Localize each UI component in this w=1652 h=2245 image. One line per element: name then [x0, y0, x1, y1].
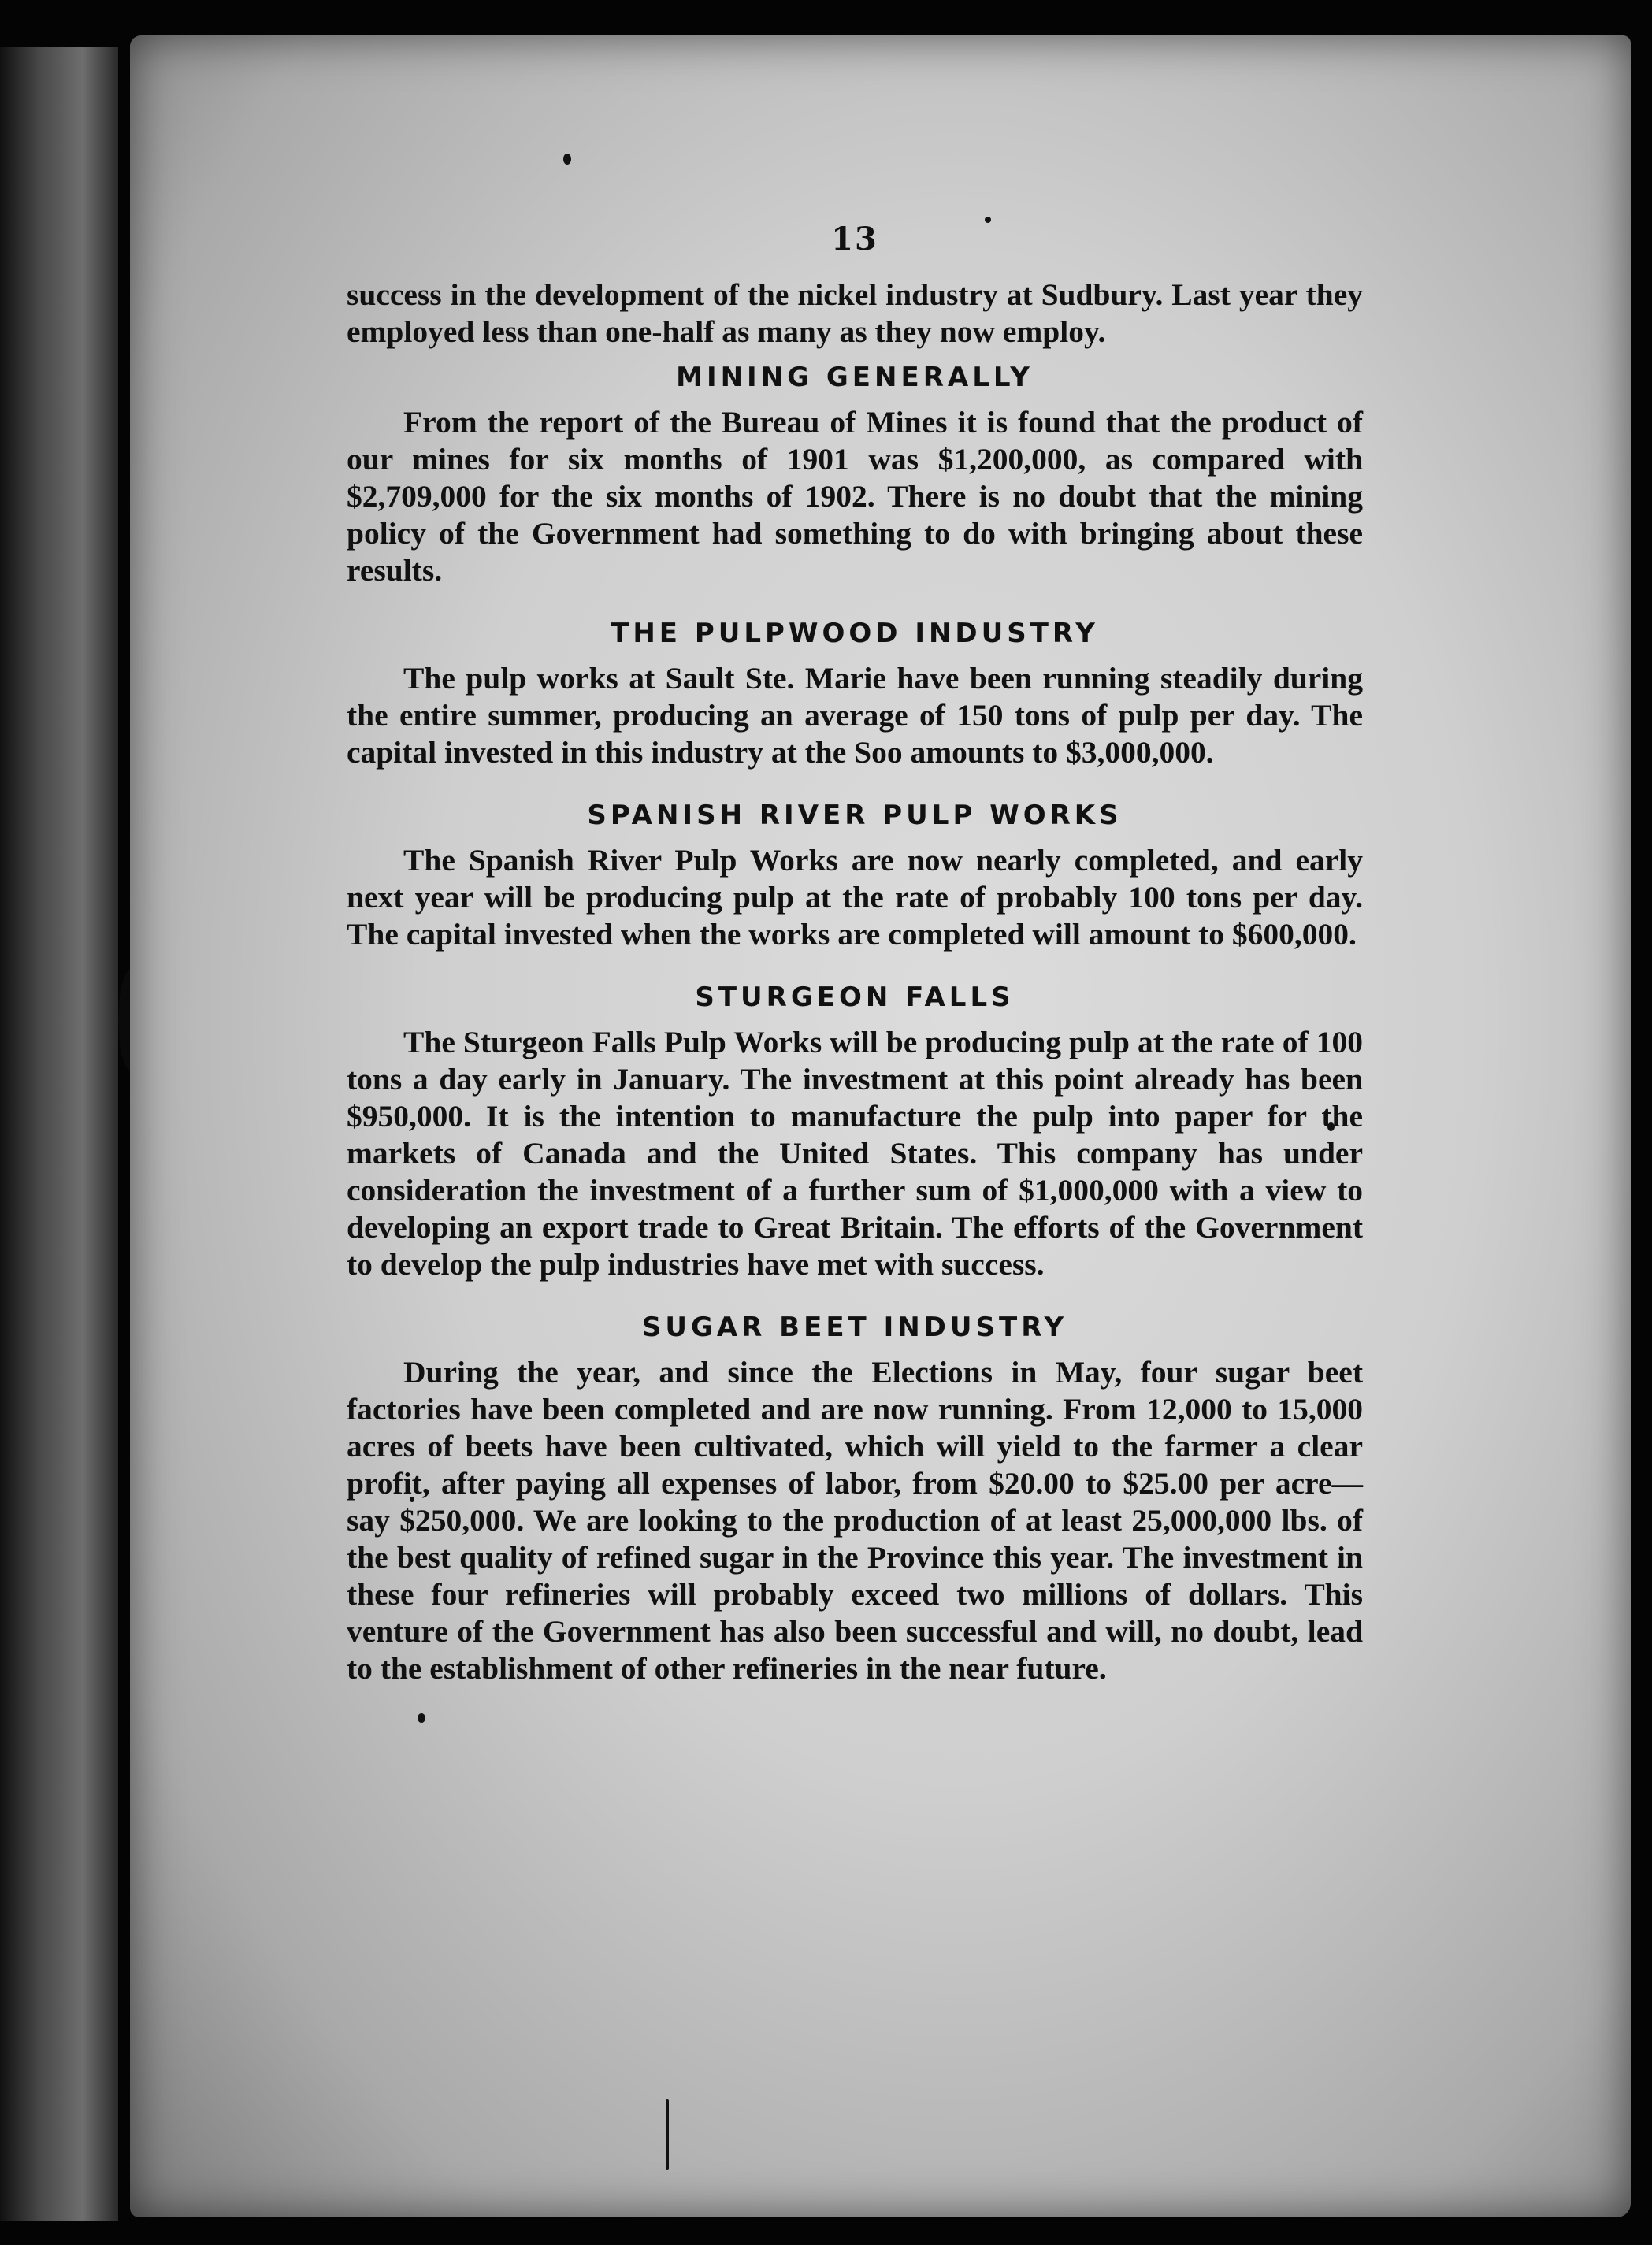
heading-sturgeon-falls: STURGEON FALLS	[695, 981, 1015, 1013]
heading-sugar-beet: SUGAR BEET INDUSTRY	[641, 1312, 1068, 1343]
paragraph-pulpwood-industry: The pulp works at Sault Ste. Marie have been running steadily during the entire summer, producing an average of 150 tons of pulp per day. The capital invested in this industry at the Soo amounts to $3,000,000.	[347, 661, 1363, 770]
scan-speck	[666, 2099, 669, 2170]
page-text	[347, 221, 1363, 1687]
heading-spanish-river: SPANISH RIVER PULP WORKS	[587, 800, 1123, 831]
previous-page-edge	[0, 47, 118, 2221]
scan-speck	[563, 154, 571, 165]
paragraph-sugar-beet: During the year, and since the Elections in May, four sugar beet factories have been completed and are now running. From 12,000 to 15,000 acres of beets have been cultivated, which will yield to the farmer a clear profit, after paying all expenses of labor, from $20.00 to $25.00 per acre—say $250,000. We are looking to the production of at least 25,000,000 lbs. of the best quality of refined sugar in the Province this year. The investment in these four refineries will probably exceed two millions of dollars. This venture of the Government has also been successful and will, no doubt, lead to the establishment of other refineries in the near future.	[347, 1355, 1363, 1686]
paragraph-spanish-river: The Spanish River Pulp Works are now nearly completed, and early next year will be producing pulp at the rate of probably 100 tons per day. The capital invested when the works are completed will amount to $600,000.	[347, 843, 1363, 952]
paragraph-nickel-continued: success in the development of the nickel industry at Sudbury. Last year they employed less than one-half as many as they now employ.	[347, 277, 1363, 349]
scan-speck	[418, 1713, 425, 1723]
heading-pulpwood-industry: THE PULPWOOD INDUSTRY	[611, 618, 1099, 649]
paragraph-mining-generally: From the report of the Bureau of Mines it is found that the product of our mines for six months of 1901 was $1,200,000, as compared with $2,709,000 for the six months of 1902. There is no doubt that the mining policy of the Government had something to do with bringing about these results.	[347, 405, 1363, 588]
paragraph-sturgeon-falls: The Sturgeon Falls Pulp Works will be producing pulp at the rate of 100 tons a day early in January. The investment at this point already has been $950,000. It is the intention to manufacture the pulp into paper for the markets of Canada and the United States. This company has under consideration the investment of a further sum of $1,000,000 with a view to developing an export trade to Great Britain. The efforts of the Government to develop the pulp industries have met with success.	[347, 1025, 1363, 1282]
heading-mining-generally: MINING GENERALLY	[676, 362, 1034, 393]
page-number: 13	[831, 221, 878, 258]
